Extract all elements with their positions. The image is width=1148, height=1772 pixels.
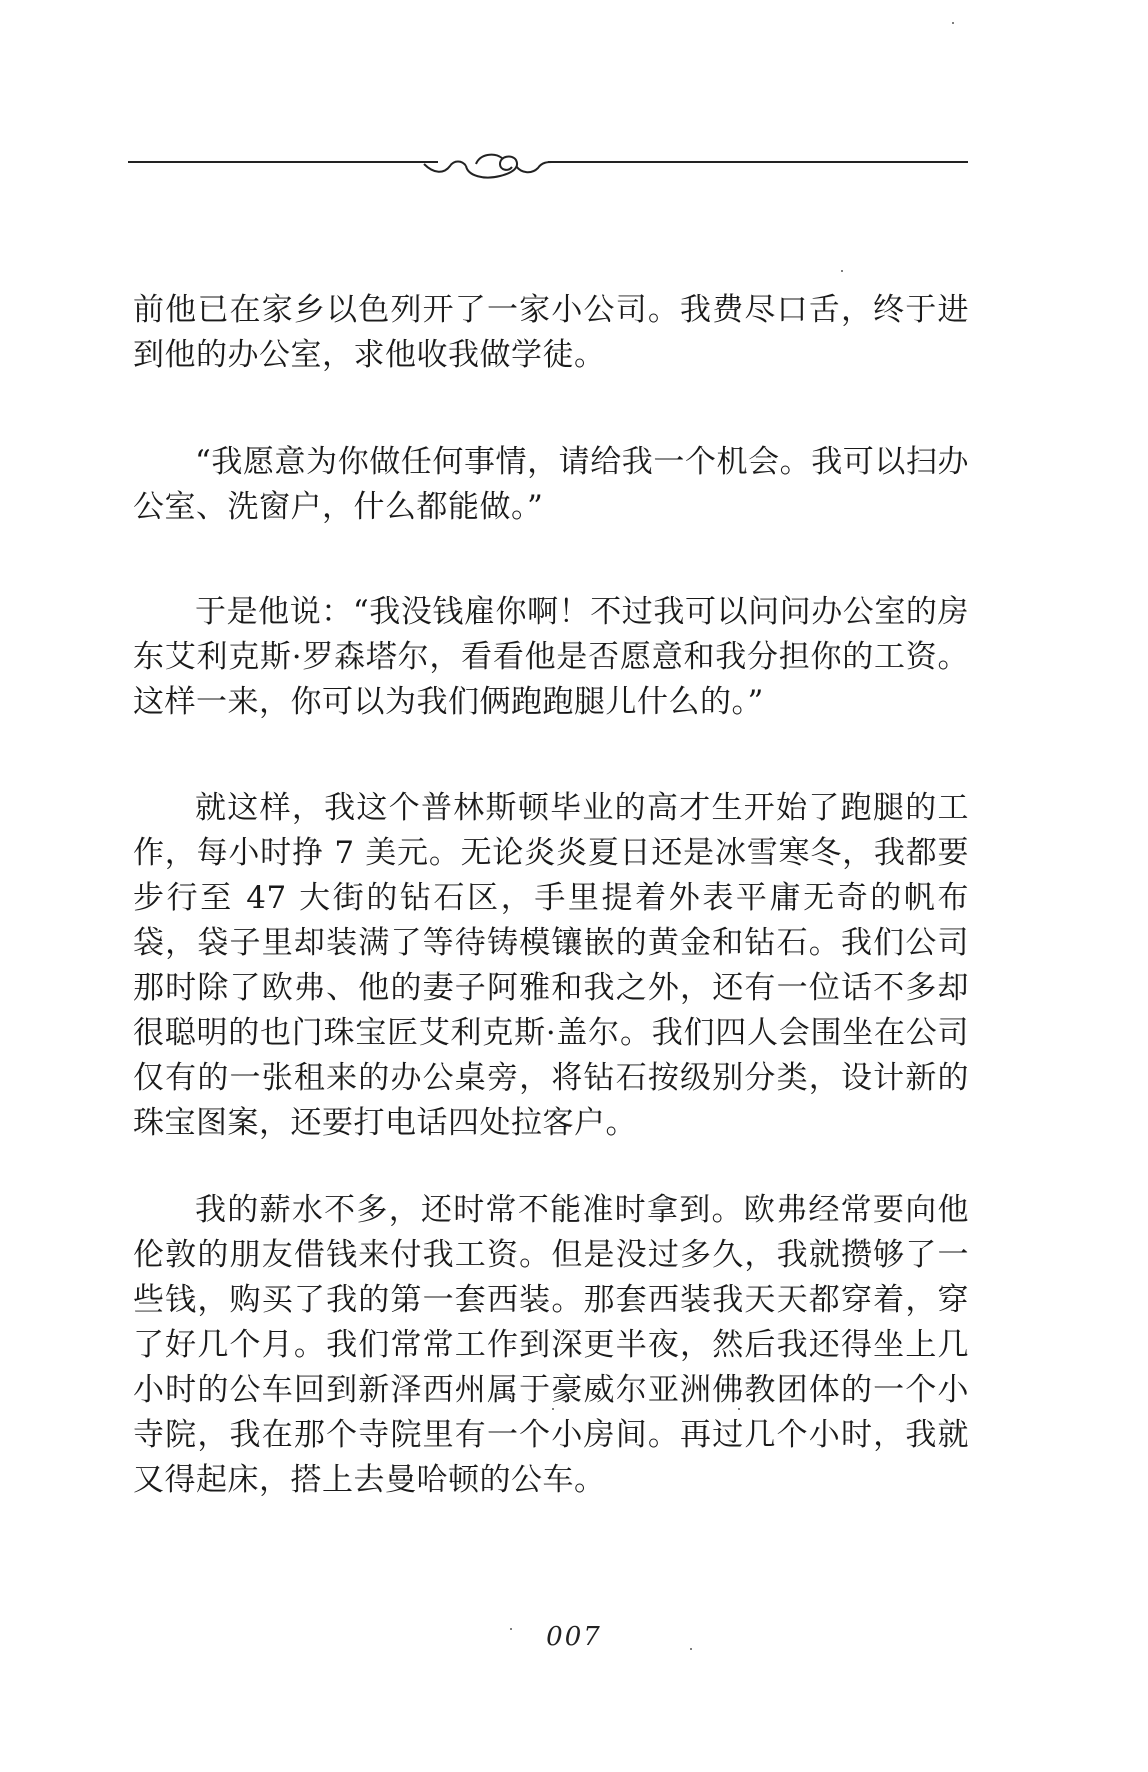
- scan-speck: [690, 1648, 692, 1650]
- header-ornament: [128, 140, 968, 200]
- paragraph-2: “我愿意为你做任何事情，请给我一个机会。我可以扫办公室、洗窗户，什么都能做。”: [133, 444, 969, 525]
- paragraph-3: 于是他说：“我没钱雇你啊！不过我可以问问办公室的房东艾利克斯·罗森塔尔，看看他是否愿意和我分担你的工资。这样一来，你可以为我们俩跑跑腿儿什么的。”: [133, 594, 969, 720]
- paragraph-5: 我的薪水不多，还时常不能准时拿到。欧弗经常要向他伦敦的朋友借钱来付我工资。但是没过多久，我就攒够了一些钱，购买了我的第一套西装。那套西装我天天都穿着，穿了好几个月。我们常常工作到深更半夜，然后我还得坐上几小时的公车回到新泽西州属于豪威尔亚洲佛教团体的一个小寺院，我在那个寺院里有一个小房间。再过几个小时，我就又得起床，搭上去曼哈顿的公车。: [133, 1192, 969, 1498]
- ornament-flourish-icon: [128, 140, 968, 200]
- paragraph-1: 前他已在家乡以色列开了一家小公司。我费尽口舌，终于进到他的办公室，求他收我做学徒。: [133, 292, 969, 373]
- scan-speck: [552, 1408, 554, 1410]
- page-number: 007: [546, 1622, 602, 1652]
- scan-speck: [510, 1628, 512, 1630]
- paragraph-4: 就这样，我这个普林斯顿毕业的高才生开始了跑腿的工作，每小时挣 7 美元。无论炎炎夏日还是冰雪寒冬，我都要步行至 47 大街的钻石区，手里提着外表平庸无奇的帆布袋，袋子里却装满了等待铸模镶嵌的黄金和钻石。我们公司那时除了欧弗、他的妻子阿雅和我之外，还有一位话不多却很聪明的也门珠宝匠艾利克斯·盖尔。我们四人会围坐在公司仅有的一张租来的办公桌旁，将钻石按级别分类，设计新的珠宝图案，还要打电话四处拉客户。: [133, 790, 969, 1141]
- scan-speck: [738, 1408, 740, 1410]
- scan-speck: [952, 22, 954, 24]
- scan-speck: [841, 270, 843, 272]
